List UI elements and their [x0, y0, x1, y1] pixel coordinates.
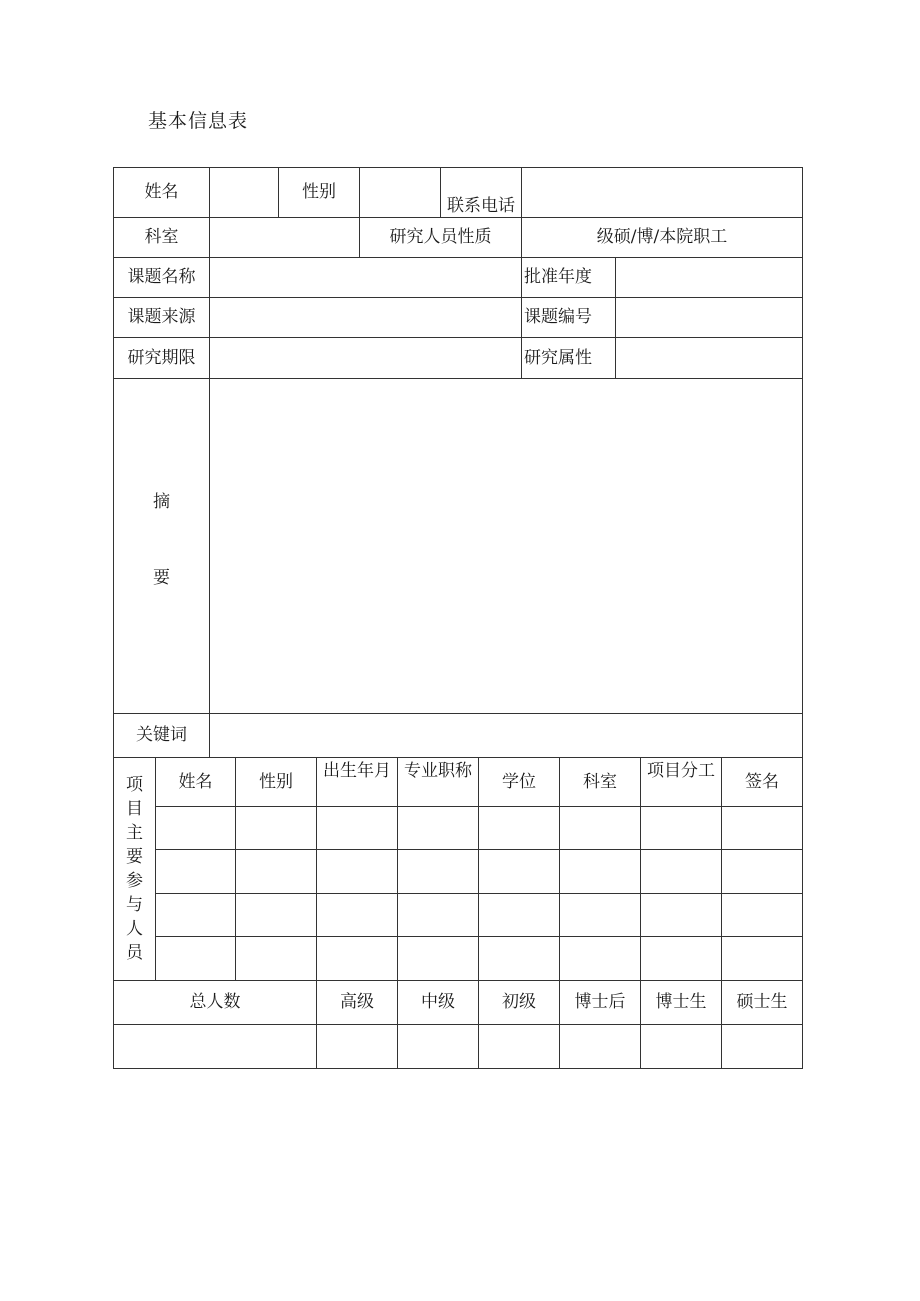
member-birth-field[interactable]: [316, 936, 398, 981]
member-degree-field[interactable]: [478, 936, 560, 981]
member-signature-field[interactable]: [721, 806, 803, 850]
member-name-field[interactable]: [155, 849, 236, 894]
stats-master-label: 硕士生: [721, 980, 803, 1025]
research-attribute-field[interactable]: [615, 337, 803, 379]
member-gender-field[interactable]: [235, 936, 317, 981]
member-dept-field[interactable]: [559, 893, 641, 937]
abstract-label-char-1: 摘: [153, 491, 170, 512]
abstract-label: [113, 378, 210, 714]
member-signature-field[interactable]: [721, 893, 803, 937]
phone-field[interactable]: [521, 167, 803, 218]
member-name-field[interactable]: [155, 893, 236, 937]
dept-label: 科室: [113, 217, 210, 258]
topic-name-field[interactable]: [209, 257, 522, 298]
stats-postdoc-field[interactable]: [559, 1024, 641, 1069]
abstract-field[interactable]: [209, 378, 803, 714]
approval-year-field[interactable]: [615, 257, 803, 298]
member-dept-field[interactable]: [559, 936, 641, 981]
phone-label: 联系电话: [440, 167, 522, 218]
form-title: 基本信息表: [148, 110, 249, 132]
member-birth-field[interactable]: [316, 849, 398, 894]
abstract-label-char-2: 要: [153, 568, 170, 588]
member-gender-field[interactable]: [235, 806, 317, 850]
member-dept-header: 科室: [559, 757, 641, 807]
member-gender-field[interactable]: [235, 849, 317, 894]
topic-source-field[interactable]: [209, 297, 522, 338]
research-attribute-label: 研究属性: [521, 337, 616, 379]
member-title-field[interactable]: [397, 893, 479, 937]
researcher-type-label: 研究人员性质: [359, 217, 522, 258]
members-label-char: 参: [126, 871, 143, 891]
members-label-char: 项: [126, 774, 143, 795]
member-role-field[interactable]: [640, 936, 722, 981]
member-title-header: 专业职称: [397, 757, 479, 807]
dept-field[interactable]: [209, 217, 360, 258]
member-degree-field[interactable]: [478, 806, 560, 850]
member-role-field[interactable]: [640, 806, 722, 850]
member-degree-field[interactable]: [478, 893, 560, 937]
stats-postdoc-label: 博士后: [559, 980, 641, 1025]
member-signature-field[interactable]: [721, 849, 803, 894]
member-degree-header: 学位: [478, 757, 560, 807]
stats-senior-label: 高级: [316, 980, 398, 1025]
member-role-field[interactable]: [640, 893, 722, 937]
stats-phd-label: 博士生: [640, 980, 722, 1025]
research-period-field[interactable]: [209, 337, 522, 379]
topic-number-field[interactable]: [615, 297, 803, 338]
keywords-field[interactable]: [209, 713, 803, 758]
member-birth-header: 出生年月: [316, 757, 398, 807]
member-name-header: 姓名: [155, 757, 236, 807]
stats-total-label: 总人数: [113, 980, 317, 1025]
member-dept-field[interactable]: [559, 806, 641, 850]
member-title-field[interactable]: [397, 806, 479, 850]
members-label-char: 目: [126, 798, 143, 819]
gender-label: 性别: [278, 167, 360, 218]
topic-source-label: 课题来源: [113, 297, 210, 338]
stats-master-field[interactable]: [721, 1024, 803, 1069]
member-dept-field[interactable]: [559, 849, 641, 894]
stats-middle-label: 中级: [397, 980, 479, 1025]
member-signature-header: 签名: [721, 757, 803, 807]
name-label: 姓名: [113, 167, 210, 218]
keywords-label: 关键词: [113, 713, 210, 758]
stats-junior-label: 初级: [478, 980, 560, 1025]
stats-total-field[interactable]: [113, 1024, 317, 1069]
stats-phd-field[interactable]: [640, 1024, 722, 1069]
stats-junior-field[interactable]: [478, 1024, 560, 1069]
topic-number-label: 课题编号: [521, 297, 616, 338]
member-gender-field[interactable]: [235, 893, 317, 937]
approval-year-label: 批准年度: [521, 257, 616, 298]
member-title-field[interactable]: [397, 936, 479, 981]
member-role-header: 项目分工: [640, 757, 722, 807]
member-degree-field[interactable]: [478, 849, 560, 894]
members-label-char: 人: [126, 919, 143, 940]
members-label-char: 员: [126, 943, 143, 964]
member-birth-field[interactable]: [316, 893, 398, 937]
members-section-label: [113, 757, 156, 981]
members-label-char: 要: [126, 846, 143, 867]
member-title-field[interactable]: [397, 849, 479, 894]
researcher-type-value[interactable]: 级硕/博/本院职工: [521, 217, 803, 258]
gender-field[interactable]: [359, 167, 441, 218]
member-name-field[interactable]: [155, 806, 236, 850]
stats-senior-field[interactable]: [316, 1024, 398, 1069]
member-role-field[interactable]: [640, 849, 722, 894]
member-signature-field[interactable]: [721, 936, 803, 981]
members-label-char: 主: [126, 822, 143, 843]
stats-middle-field[interactable]: [397, 1024, 479, 1069]
members-label-char: 与: [126, 895, 143, 916]
member-gender-header: 性别: [235, 757, 317, 807]
name-field[interactable]: [209, 167, 279, 218]
topic-name-label: 课题名称: [113, 257, 210, 298]
member-name-field[interactable]: [155, 936, 236, 981]
member-birth-field[interactable]: [316, 806, 398, 850]
research-period-label: 研究期限: [113, 337, 210, 379]
